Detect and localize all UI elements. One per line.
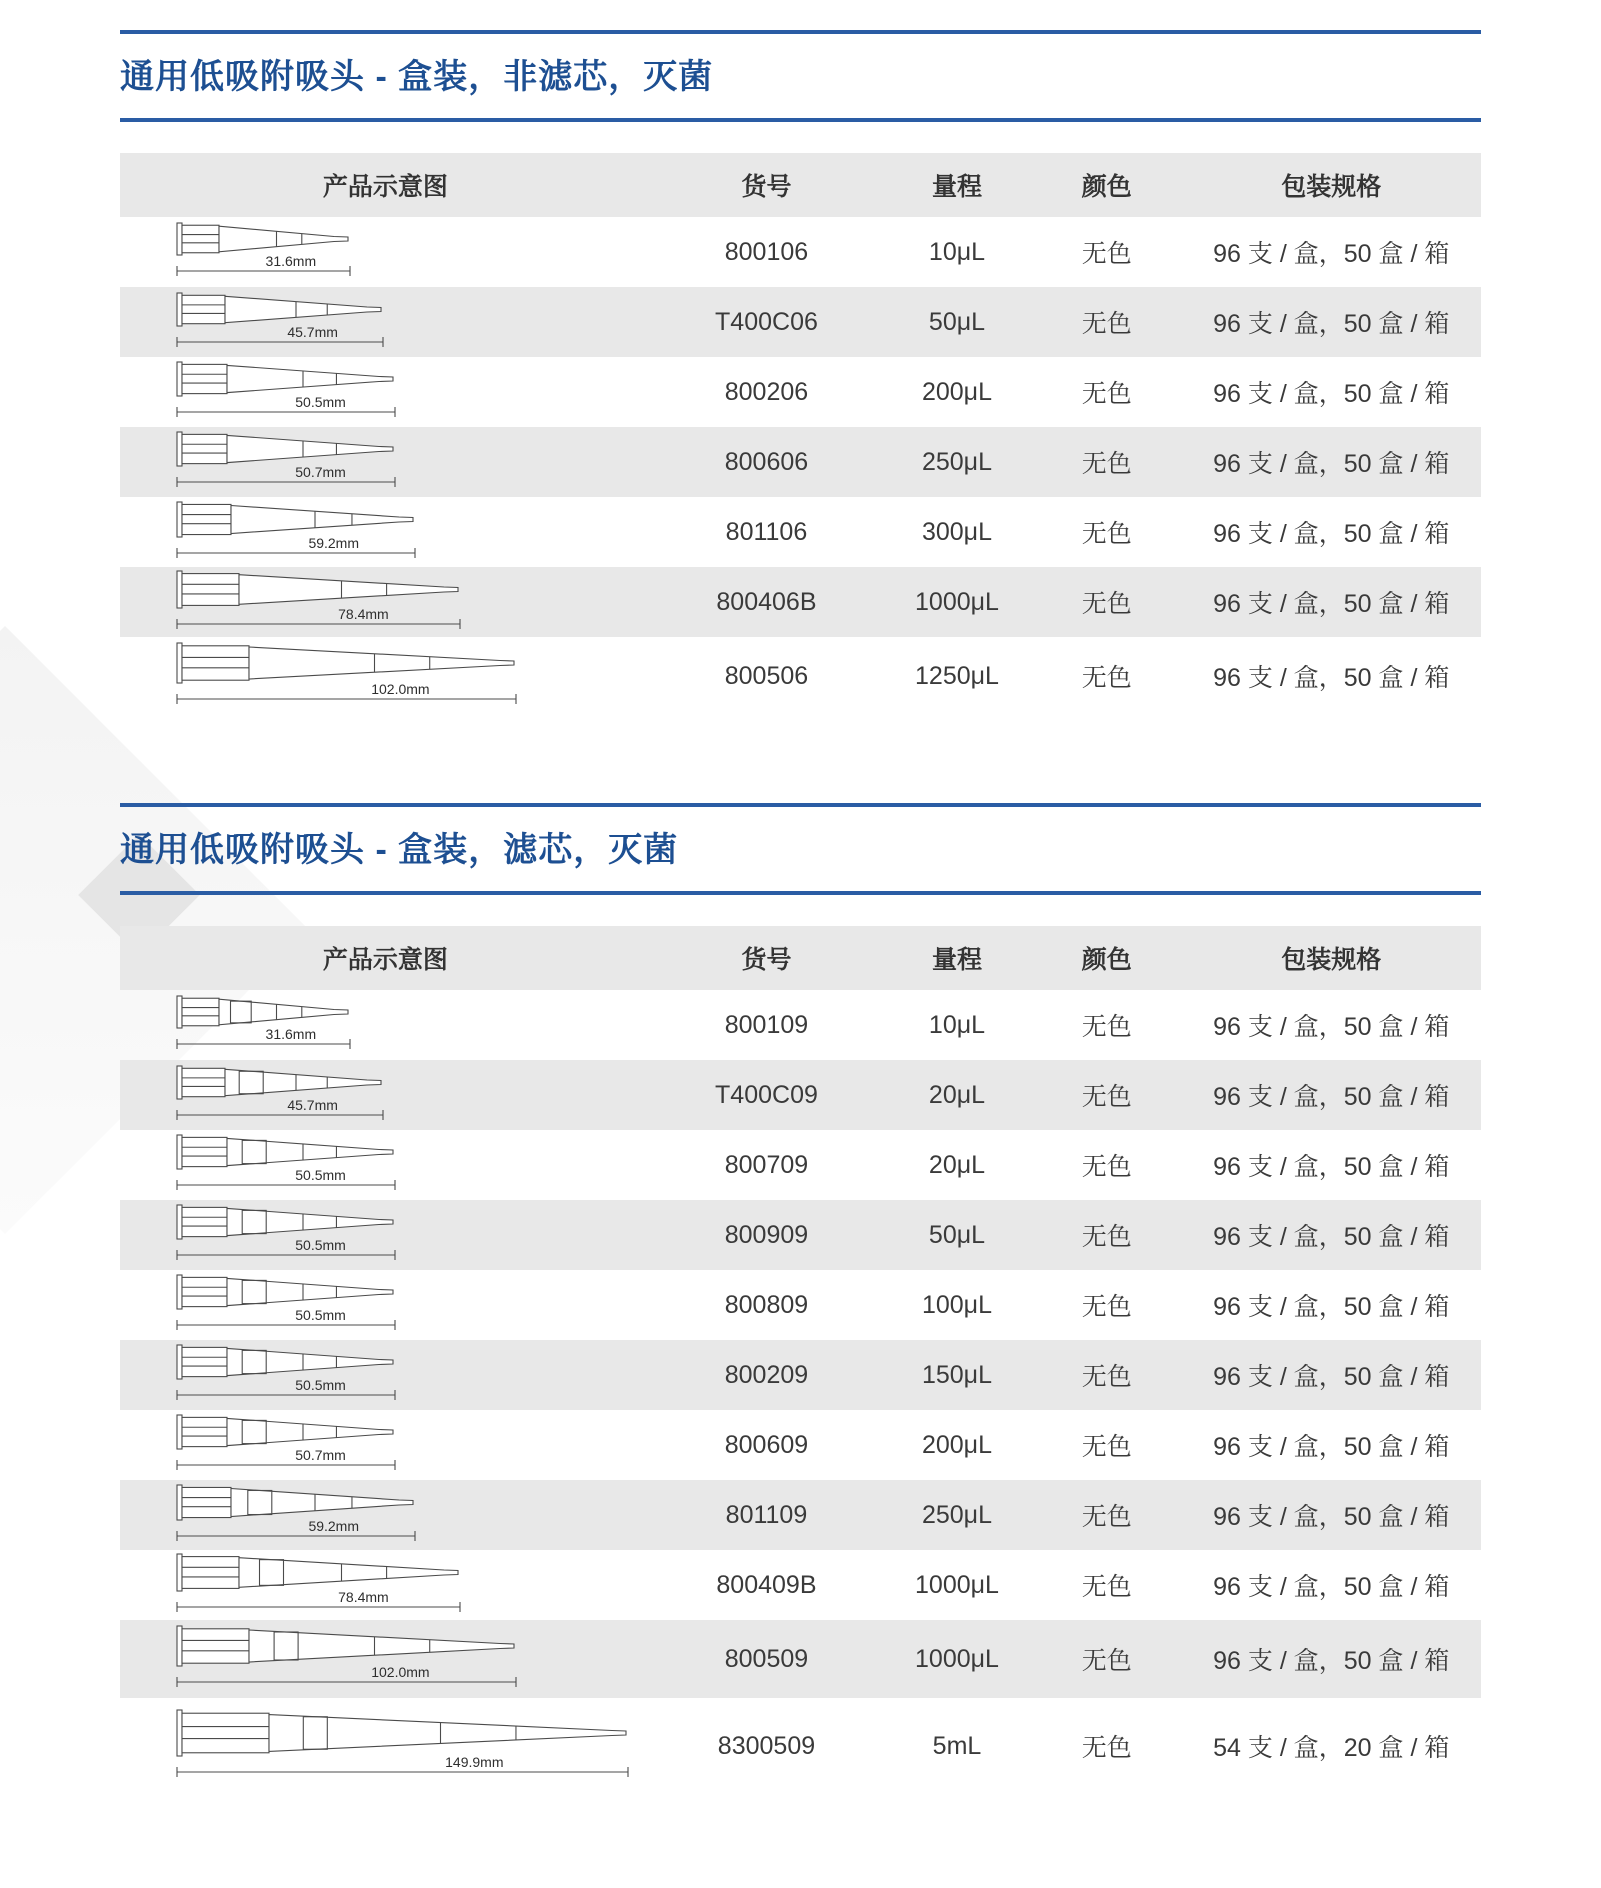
cell-color: 无色	[1081, 1083, 1132, 1111]
pipette-tip-diagram	[176, 291, 397, 354]
table-row	[120, 217, 1481, 287]
table-row	[120, 427, 1481, 497]
cell-volume-range: 250μL	[921, 447, 992, 476]
cell-color: 无色	[1081, 1363, 1132, 1391]
cell-color: 无色	[1081, 1293, 1132, 1321]
cell-catalog-number: 800809	[724, 1290, 809, 1319]
cell-packing-spec: 96 支 / 盒，50 盒 / 箱	[1213, 1433, 1450, 1461]
pipette-tip-diagram	[176, 1273, 409, 1337]
cell-packing-spec: 96 支 / 盒，50 盒 / 箱	[1213, 664, 1450, 692]
cell-product-diagram	[120, 221, 651, 283]
cell-packing-spec: 96 支 / 盒，50 盒 / 箱	[1213, 520, 1450, 548]
cell-color: 无色	[1081, 664, 1132, 692]
dimension-label: 50.5mm	[295, 1307, 346, 1323]
cell-product-diagram	[120, 1343, 651, 1407]
cell-volume-range: 20μL	[928, 1080, 986, 1109]
cell-packing-spec: 96 支 / 盒，50 盒 / 箱	[1213, 450, 1450, 478]
table-row	[120, 1340, 1481, 1410]
cell-color: 无色	[1081, 1573, 1132, 1601]
cell-catalog-number: 801106	[725, 517, 808, 546]
section-title: 通用低吸附吸头 - 盒装，非滤芯，灭菌	[120, 58, 714, 96]
cell-catalog-number: 800106	[724, 237, 809, 266]
table-row	[120, 1410, 1481, 1480]
cell-volume-range: 1000μL	[915, 1644, 999, 1673]
cell-color: 无色	[1081, 590, 1132, 618]
header-cell-diagram: 产品示意图	[322, 173, 448, 201]
cell-color: 无色	[1081, 520, 1132, 548]
cell-color: 无色	[1081, 1647, 1132, 1675]
pipette-tip-diagram	[176, 641, 530, 711]
table-row	[120, 637, 1481, 715]
header-cell-diagram: 产品示意图	[322, 946, 448, 974]
cell-product-diagram	[120, 1552, 651, 1619]
dimension-label: 59.2mm	[308, 534, 360, 551]
table-row	[120, 1480, 1481, 1550]
table-header	[120, 926, 1481, 990]
cell-volume-range: 10μL	[928, 237, 986, 266]
cell-volume-range: 250μL	[921, 1500, 992, 1529]
cell-color: 无色	[1081, 380, 1132, 408]
cell-packing-spec: 96 支 / 盒，50 盒 / 箱	[1213, 1153, 1450, 1181]
pipette-tip-diagram	[176, 430, 409, 494]
cell-catalog-number: 800406B	[716, 587, 817, 616]
cell-catalog-number: T400C09	[715, 1080, 818, 1109]
cell-product-diagram	[120, 1064, 651, 1127]
cell-packing-spec: 54 支 / 盒，20 盒 / 箱	[1213, 1734, 1450, 1762]
dimension-label: 50.7mm	[295, 1447, 346, 1463]
cell-color: 无色	[1081, 310, 1132, 338]
cell-catalog-number: 8300509	[717, 1731, 816, 1760]
table-header	[120, 153, 1481, 217]
table-row	[120, 357, 1481, 427]
cell-product-diagram	[120, 641, 651, 711]
dimension-label: 50.5mm	[295, 1377, 346, 1393]
header-cell-packing-spec: 包装规格	[1281, 173, 1382, 201]
cell-catalog-number: 800609	[724, 1430, 809, 1459]
cell-product-diagram	[120, 430, 651, 494]
cell-catalog-number: 800709	[724, 1150, 809, 1179]
dimension-label: 102.0mm	[371, 681, 430, 697]
cell-catalog-number: 800109	[724, 1010, 809, 1039]
section-rule-top	[120, 803, 1481, 807]
pipette-tip-diagram	[176, 1708, 642, 1784]
table-row	[120, 1200, 1481, 1270]
pipette-tip-diagram	[176, 1552, 474, 1619]
pipette-tip-diagram	[176, 1133, 409, 1197]
cell-packing-spec: 96 支 / 盒，50 盒 / 箱	[1213, 1647, 1450, 1675]
dimension-label: 45.7mm	[287, 1096, 338, 1113]
product-table-filtered	[120, 926, 1481, 1794]
cell-color: 无色	[1081, 1013, 1132, 1041]
cell-product-diagram	[120, 1708, 651, 1784]
dimension-label: 59.2mm	[308, 1517, 360, 1534]
cell-product-diagram	[120, 1413, 651, 1477]
table-row	[120, 1698, 1481, 1794]
cell-catalog-number: 800509	[724, 1644, 809, 1673]
dimension-label: 50.7mm	[295, 464, 346, 480]
cell-catalog-number: 800206	[724, 377, 809, 406]
cell-catalog-number: 800606	[724, 447, 809, 476]
cell-color: 无色	[1081, 1153, 1132, 1181]
dimension-label: 102.0mm	[371, 1664, 430, 1680]
cell-product-diagram	[120, 1273, 651, 1337]
cell-product-diagram	[120, 1133, 651, 1197]
dimension-label: 78.4mm	[338, 1588, 389, 1605]
dimension-label: 50.5mm	[295, 394, 346, 410]
cell-packing-spec: 96 支 / 盒，50 盒 / 箱	[1213, 1223, 1450, 1251]
pipette-tip-diagram	[176, 1624, 530, 1694]
cell-product-diagram	[120, 1483, 651, 1548]
cell-volume-range: 150μL	[921, 1360, 992, 1389]
pipette-tip-diagram	[176, 1343, 409, 1407]
cell-product-diagram	[120, 1624, 651, 1694]
header-cell-catalog-number: 货号	[741, 173, 792, 201]
cell-color: 无色	[1081, 1503, 1132, 1531]
table-row	[120, 1620, 1481, 1698]
pipette-tip-diagram	[176, 569, 474, 636]
section-filtered-tips	[120, 803, 1481, 1794]
section-rule-bottom	[120, 891, 1481, 895]
cell-volume-range: 20μL	[928, 1150, 986, 1179]
cell-catalog-number: T400C06	[715, 307, 818, 336]
cell-product-diagram	[120, 291, 651, 354]
cell-packing-spec: 96 支 / 盒，50 盒 / 箱	[1213, 1503, 1450, 1531]
cell-packing-spec: 96 支 / 盒，50 盒 / 箱	[1213, 380, 1450, 408]
cell-packing-spec: 96 支 / 盒，50 盒 / 箱	[1213, 1573, 1450, 1601]
cell-volume-range: 1250μL	[915, 661, 999, 690]
cell-catalog-number: 800506	[724, 661, 809, 690]
cell-color: 无色	[1081, 450, 1132, 478]
header-cell-packing-spec: 包装规格	[1281, 946, 1382, 974]
table-row	[120, 990, 1481, 1060]
cell-product-diagram	[120, 1203, 651, 1267]
header-cell-color: 颜色	[1081, 946, 1132, 974]
cell-catalog-number: 800409B	[716, 1570, 817, 1599]
header-cell-volume-range: 量程	[931, 173, 982, 201]
cell-packing-spec: 96 支 / 盒，50 盒 / 箱	[1213, 240, 1450, 268]
table-body	[120, 217, 1481, 715]
section-title: 通用低吸附吸头 - 盒装，滤芯，灭菌	[120, 831, 679, 869]
header-cell-catalog-number: 货号	[741, 946, 792, 974]
pipette-tip-diagram	[176, 1483, 429, 1548]
cell-product-diagram	[120, 360, 651, 424]
header-cell-volume-range: 量程	[931, 946, 982, 974]
table-body	[120, 990, 1481, 1794]
table-row	[120, 1060, 1481, 1130]
section-nonfiltered-tips	[120, 0, 1481, 715]
dimension-label: 45.7mm	[287, 323, 338, 340]
table-row	[120, 567, 1481, 637]
dimension-label: 31.6mm	[265, 1026, 317, 1042]
cell-volume-range: 5mL	[932, 1731, 982, 1760]
cell-color: 无色	[1081, 1734, 1132, 1762]
dimension-label: 31.6mm	[265, 253, 317, 269]
cell-volume-range: 50μL	[928, 1220, 986, 1249]
cell-volume-range: 300μL	[921, 517, 992, 546]
table-row	[120, 1270, 1481, 1340]
pipette-tip-diagram	[176, 994, 364, 1056]
cell-packing-spec: 96 支 / 盒，50 盒 / 箱	[1213, 590, 1450, 618]
cell-catalog-number: 800909	[724, 1220, 809, 1249]
dimension-label: 50.5mm	[295, 1237, 346, 1253]
cell-volume-range: 10μL	[928, 1010, 986, 1039]
cell-color: 无色	[1081, 1223, 1132, 1251]
product-table-nonfiltered	[120, 153, 1481, 715]
cell-packing-spec: 96 支 / 盒，50 盒 / 箱	[1213, 1293, 1450, 1321]
cell-catalog-number: 800209	[724, 1360, 809, 1389]
cell-product-diagram	[120, 994, 651, 1056]
table-row	[120, 1130, 1481, 1200]
table-row	[120, 497, 1481, 567]
pipette-tip-diagram	[176, 1064, 397, 1127]
pipette-tip-diagram	[176, 360, 409, 424]
cell-volume-range: 100μL	[921, 1290, 992, 1319]
pipette-tip-diagram	[176, 1203, 409, 1267]
cell-product-diagram	[120, 500, 651, 565]
header-cell-color: 颜色	[1081, 173, 1132, 201]
section-rule-top	[120, 30, 1481, 34]
cell-volume-range: 200μL	[921, 1430, 992, 1459]
cell-product-diagram	[120, 569, 651, 636]
dimension-label: 50.5mm	[295, 1167, 346, 1183]
cell-volume-range: 1000μL	[915, 587, 999, 616]
pipette-tip-diagram	[176, 500, 429, 565]
cell-catalog-number: 801109	[725, 1500, 808, 1529]
cell-volume-range: 50μL	[928, 307, 986, 336]
table-row	[120, 287, 1481, 357]
dimension-label: 149.9mm	[445, 1754, 504, 1770]
dimension-label: 78.4mm	[338, 605, 389, 622]
cell-volume-range: 200μL	[921, 377, 992, 406]
cell-packing-spec: 96 支 / 盒，50 盒 / 箱	[1213, 310, 1450, 338]
cell-color: 无色	[1081, 240, 1132, 268]
table-row	[120, 1550, 1481, 1620]
pipette-tip-diagram	[176, 221, 364, 283]
cell-color: 无色	[1081, 1433, 1132, 1461]
cell-volume-range: 1000μL	[915, 1570, 999, 1599]
cell-packing-spec: 96 支 / 盒，50 盒 / 箱	[1213, 1363, 1450, 1391]
section-rule-bottom	[120, 118, 1481, 122]
pipette-tip-diagram	[176, 1413, 409, 1477]
cell-packing-spec: 96 支 / 盒，50 盒 / 箱	[1213, 1013, 1450, 1041]
cell-packing-spec: 96 支 / 盒，50 盒 / 箱	[1213, 1083, 1450, 1111]
